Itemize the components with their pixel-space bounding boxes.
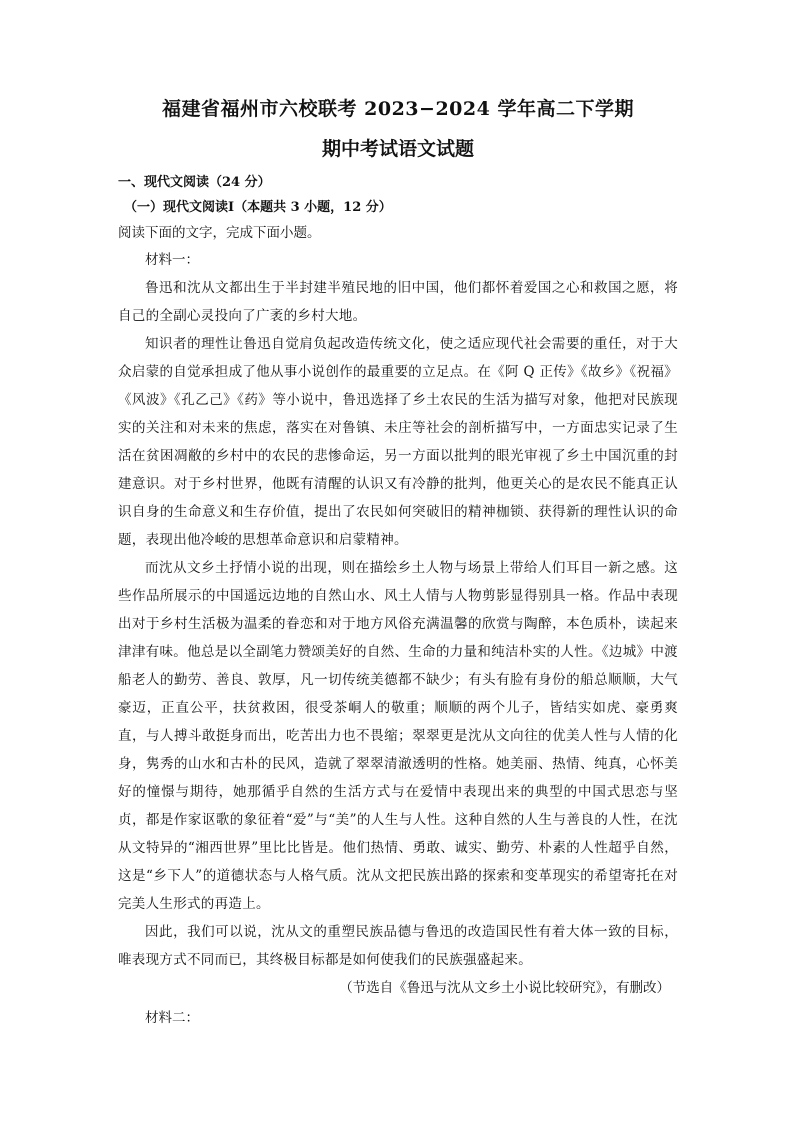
material-1-label: 材料一： [145, 252, 199, 268]
document-title-line2: 期中考试语文试题 [321, 138, 474, 160]
section-heading: 一、现代文阅读（24 分） [118, 175, 271, 190]
document-title-line1: 福建省福州市六校联考 2023−2024 学年高二下学期 [162, 98, 634, 120]
document-page [118, 96, 678, 1029]
subsection-heading: （一）现代文阅读Ⅰ（本题共 3 小题，12 分） [124, 200, 392, 215]
material-1-paragraph: 鲁迅和沈从文都出生于半封建半殖民地的旧中国，他们都怀着爱国之心和救国之愿，将自己的全副心灵投向了广袤的乡村大地。 [118, 280, 678, 324]
material-1-source: （节选自《鲁迅与沈从文乡土小说比较研究》，有删改） [339, 980, 670, 996]
reading-instruction: 阅读下面的文字，完成下面小题。 [118, 225, 321, 241]
material-1-paragraph: 而沈从文乡土抒情小说的出现，则在描绘乡土人物与场景上带给人们耳目一新之感。这些作品所展示的中国遥远边地的自然山水、风土人情与人物剪影显得别具一格。作品中表现出对于乡村生活极为温柔的眷恋和对于地方风俗充满温馨的欣赏与陶醉，本色质朴，读起来津津有味。他总是以全副笔力赞颂美好的自然、生命的力量和纯洁朴实的人性。《边城》中渡船老人的勤劳、善良、敦厚，凡一切传统美德都不缺少；有头有脸有身份的船总顺顺，大气豪迈，正直公平，扶贫救困，很受茶峒人的敬重；顺顺的两个儿子，皆结实如虎、豪勇爽直，与人搏斗敢挺身而出，吃苦出力也不畏缩；翠翠更是沈从文向往的优美人性与人情的化身，隽秀的山水和古朴的民风，造就了翠翠清澈透明的性格。她美丽、热情、纯真，心怀美好的憧憬与期待，她那循乎自然的生活方式与在爱情中表现出来的典型的中国式思恋与坚贞，都是作家讴歌的象征着“爱”与“美”的人生与人性。这种自然的人生与善良的人性，在沈从文特异的“湘西世界”里比比皆是。他们热情、勇敢、诚实、勤劳、朴素的人性超乎自然，这是“乡下人”的道德状态与人格气质。沈从文把民族出路的探索和变革现实的希望寄托在对完美人生形式的再造上。 [118, 560, 678, 912]
material-2-label: 材料二： [145, 1010, 199, 1026]
material-1-paragraph: 知识者的理性让鲁迅自觉肩负起改造传统文化，使之适应现代社会需要的重任，对于大众启蒙的自觉承担成了他从事小说创作的最重要的立足点。在《阿 Q 正传》《故乡》《祝福》《风波》《孔乙己》《药》等小说中，鲁迅选择了乡土农民的生活为描写对象，他把对民族现实的关注和对未来的焦虑，落实在对鲁镇、未庄等社会的剖析描写中，一方面忠实记录了生活在贫困凋敝的乡村中的农民的悲惨命运，另一方面以批判的眼光审视了乡土中国沉重的封建意识。对于乡村世界，他既有清醒的认识又有冷静的批判，他更关心的是农民不能真正认识自身的生命意义和生存价值，提出了农民如何突破旧的精神枷锁、获得新的理性认识的命题，表现出他冷峻的思想革命意识和启蒙精神。 [118, 336, 678, 548]
material-1-paragraph: 因此，我们可以说，沈从文的重塑民族品德与鲁迅的改造国民性有着大体一致的目标，唯表现方式不同而已，其终极目标都是如何使我们的民族强盛起来。 [118, 924, 678, 968]
